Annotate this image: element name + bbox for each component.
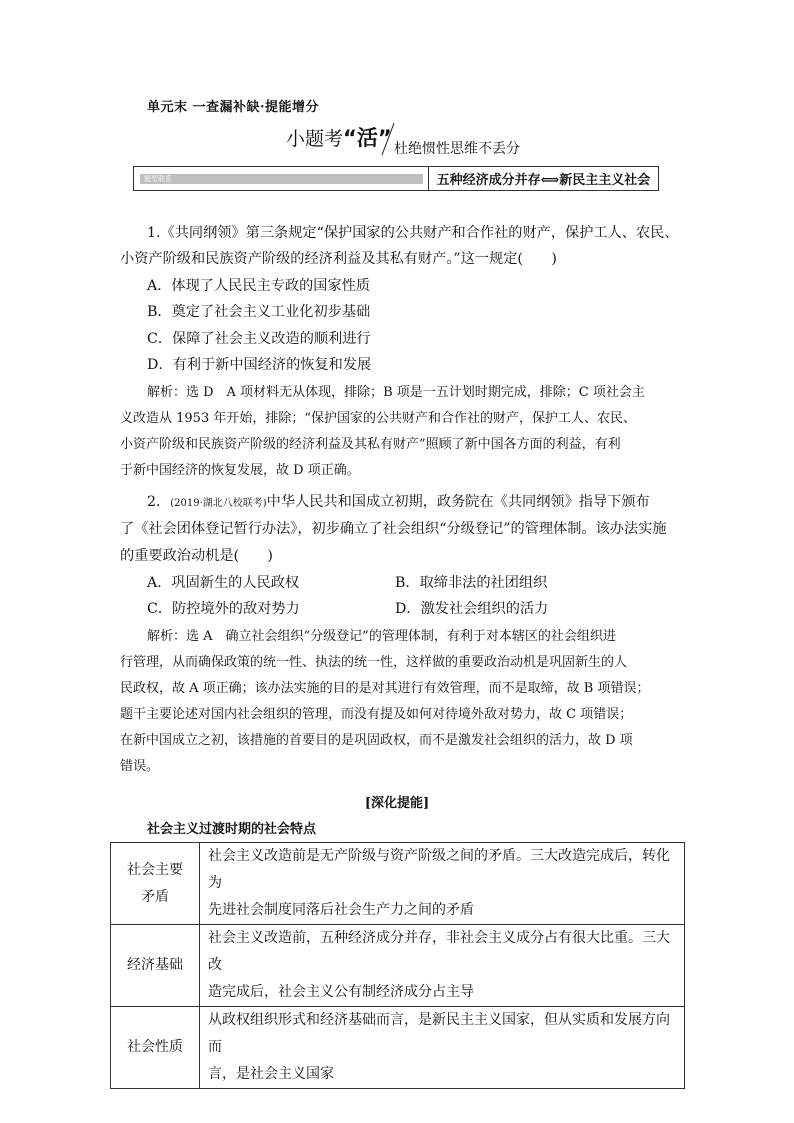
q2-stem-line-2: 了《社会团体登记暂行办法》，初步确立了社会组织“分级登记”的管理体制。该办法实施 <box>120 521 667 537</box>
q2-analysis-line-5: 在新中国成立之初，该措施的首要目的是巩固政权，而不是激发社会组织的活力，故 D 项 <box>120 733 633 748</box>
q2-option-d: D．激发社会组织的活力 <box>395 601 549 617</box>
q2-source: (2019·湖北八校联考) <box>170 498 267 509</box>
topic-title: 五种经济成分并存⟺新民主主义社会 <box>436 173 651 188</box>
features-table <box>110 842 685 1089</box>
banner-main-title <box>286 122 392 152</box>
q1-option-d: D．有利于新中国经济的恢复和发展 <box>147 357 372 373</box>
deepen-title: [深化提能] <box>364 796 430 811</box>
q2-analysis-line-6: 错误。 <box>120 759 160 774</box>
topic-box <box>133 166 659 191</box>
q2-analysis-line-2: 行管理，从而确保政策的统一性、执法的统一性，这样做的重要政治动机是巩固新生的人 <box>120 655 628 670</box>
table-caption: 社会主义过渡时期的社会特点 <box>147 822 317 837</box>
table-row <box>111 843 685 925</box>
row-content-line: 社会主义改造前，五种经济成分并存，非社会主义成分占有很大比重。三大改 <box>208 930 670 973</box>
unit-title: 单元末 一查漏补缺·提能增分 <box>147 100 320 115</box>
row-content-line: 言，是社会主义国家 <box>208 1066 334 1082</box>
row-header-social-nature <box>111 1007 200 1089</box>
banner-main-emph: “活” <box>343 126 392 150</box>
q2-stem-line-3: 的重要政治动机是( ) <box>120 548 273 564</box>
q2-stem-rest: 中华人民共和国成立初期，政务院在《共同纲领》指导下颁布 <box>266 494 650 510</box>
row-header-line: 社会性质 <box>127 1039 183 1055</box>
section-banner <box>286 118 546 160</box>
q2-option-a: A．巩固新生的人民政权 <box>147 575 300 591</box>
row-content-line: 社会主义改造前是无产阶级与资产阶级之间的矛盾。三大改造完成后，转化为 <box>208 848 670 891</box>
row-content-line: 造完成后，社会主义公有制经济成分占主导 <box>208 984 474 1000</box>
row-content-main-contradiction <box>200 843 685 925</box>
row-content-economic-base <box>200 925 685 1007</box>
q2-number: 2． <box>147 494 171 510</box>
topic-tag-bar <box>140 174 423 184</box>
row-header-line: 社会主要 <box>127 861 183 878</box>
q2-analysis-line-4: 题干主要论述对国内社会组织的管理，而没有提及如何对待境外敌对势力，故 C 项错误； <box>120 707 633 722</box>
row-content-social-nature <box>200 1007 685 1089</box>
row-content-line: 从政权组织形式和经济基础而言，是新民主主义国家，但从实质和发展方向而 <box>208 1012 670 1055</box>
q1-option-a: A．体现了人民民主专政的国家性质 <box>147 278 371 294</box>
q1-stem-line-2: 小资产阶级和民族资产阶级的经济利益及其私有财产。”这一规定( ) <box>120 251 557 267</box>
q1-stem-line-1: 1.《共同纲领》第三条规定“保护国家的公共财产和合作社的财产，保护工人、农民、 <box>147 225 679 241</box>
q2-analysis-line-1: 解析：选 A 确立社会组织“分级登记”的管理体制，有利于对本辖区的社会组织进 <box>147 629 616 644</box>
row-header-line: 矛盾 <box>141 888 169 905</box>
topic-tag: 题型联系 <box>144 175 172 183</box>
q2-option-b: B．取缔非法的社团组织 <box>395 575 548 591</box>
q1-option-c: C．保障了社会主义改造的顺利进行 <box>147 331 371 347</box>
q2-analysis-line-3: 民政权，故 A 项正确；该办法实施的目的是对其进行有效管理，而不是取缔，故 B 项错误； <box>120 681 650 696</box>
table-row <box>111 1007 685 1089</box>
banner-main-prefix: 小题考 <box>286 128 344 150</box>
q1-analysis-line-2: 义改造从 1953 年开始，排除；“保护国家的公共财产和合作社的财产，保护工人、农民、 <box>120 411 636 426</box>
row-header-economic-base <box>111 925 200 1007</box>
q1-option-b: B．奠定了社会主义工业化初步基础 <box>147 304 371 320</box>
row-content-line: 先进社会制度同落后社会生产力之间的矛盾 <box>208 902 474 918</box>
q2-stem-line-1 <box>147 492 650 514</box>
row-header-line: 经济基础 <box>127 957 183 973</box>
banner-slash-decoration <box>381 122 395 156</box>
q1-analysis-line-4: 于新中国经济的恢复发展，故 D 项正确。 <box>120 463 360 478</box>
banner-subtitle: 杜绝惯性思维不丢分 <box>394 141 520 157</box>
q1-analysis-line-3: 小资产阶级和民族资产阶级的经济利益及其私有财产”照顾了新中国各方面的利益，有利 <box>120 437 621 452</box>
row-header-main-contradiction <box>111 843 200 925</box>
table-row <box>111 925 685 1007</box>
q1-analysis-line-1: 解析：选 D A 项材料无从体现，排除；B 项是一五计划时期完成，排除；C 项社会主 <box>147 385 645 400</box>
q2-option-c: C．防控境外的敌对势力 <box>147 601 300 617</box>
